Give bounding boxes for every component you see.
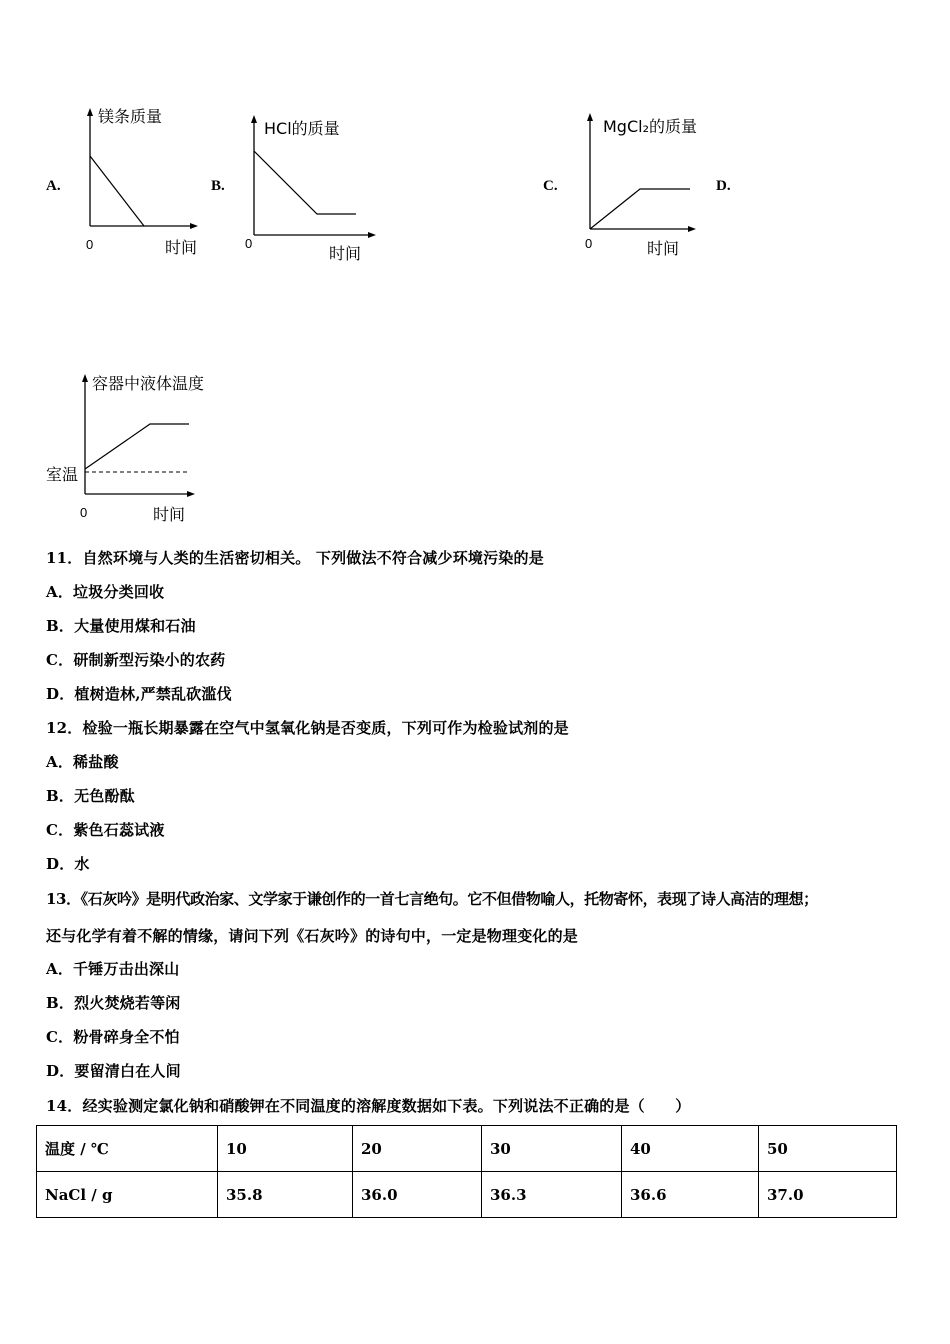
graph-b-plot <box>244 115 384 240</box>
table-cell: 37.0 <box>759 1172 897 1218</box>
graph-a-x-axis-label: 时间 <box>165 238 198 257</box>
table-cell: NaCl / g <box>37 1172 218 1218</box>
graph-a-option-label: A. <box>46 178 61 194</box>
table-cell: 36.6 <box>622 1172 759 1218</box>
question-11-option-d: D．植树造林,严禁乱砍滥伐 <box>46 685 232 703</box>
graph-c-origin: 0 <box>585 236 593 251</box>
table-row <box>37 1172 897 1218</box>
table-cell: 50 <box>759 1126 897 1172</box>
graph-c-x-axis-label: 时间 <box>647 239 680 258</box>
graph-d-room-temp-label: 室温 <box>46 465 79 484</box>
table-cell: 30 <box>482 1126 622 1172</box>
graph-a-x-arrow <box>190 223 198 229</box>
question-11-option-c: C．研制新型污染小的农药 <box>46 651 226 669</box>
graph-c-y-arrow <box>587 113 593 121</box>
question-13-option-c: C．粉骨碎身全不怕 <box>46 1028 180 1046</box>
graph-a-y-axis-label: 镁条质量 <box>98 107 163 126</box>
graph-d-origin: 0 <box>80 505 88 520</box>
graph-c-y-axis-label: MgCl₂的质量 <box>603 117 697 136</box>
table-cell: 10 <box>218 1126 353 1172</box>
graph-d-x-axis-label: 时间 <box>153 505 186 524</box>
question-11-stem: 11．自然环境与人类的生活密切相关。 下列做法不符合减少环境污染的是 <box>46 549 544 567</box>
question-13-option-a: A．千锤万击出深山 <box>46 960 180 978</box>
question-11-option-a: A．垃圾分类回收 <box>46 583 165 601</box>
question-12-option-b: B．无色酚酞 <box>46 787 135 805</box>
graph-a-origin: 0 <box>86 237 94 252</box>
graph-b-origin: 0 <box>245 236 253 251</box>
question-13-option-d: D．要留清白在人间 <box>46 1062 181 1080</box>
table-cell: 温度 / ℃ <box>37 1126 218 1172</box>
question-11-option-b: B．大量使用煤和石油 <box>46 617 196 635</box>
graph-c-plot <box>580 113 705 233</box>
solubility-table <box>36 1125 897 1218</box>
graph-d-x-arrow <box>187 491 195 497</box>
question-13-stem-line-1: 13．《石灰吟》是明代政治家、文学家于谦创作的一首七言绝句。它不但借物喻人，托物寄怀，表现了诗人高洁的理想； <box>46 890 818 908</box>
graph-b-option-label: B. <box>211 178 225 194</box>
graph-c-curve <box>590 189 690 229</box>
graph-a-curve <box>90 156 144 226</box>
question-12-option-a: A．稀盐酸 <box>46 753 119 771</box>
question-12-option-c: C．紫色石蕊试液 <box>46 821 165 839</box>
graph-b-y-axis-label: HCl的质量 <box>264 119 340 138</box>
graph-d-plot <box>75 374 205 499</box>
graph-a-plot <box>80 108 200 238</box>
question-14-stem: 14．经实验测定氯化钠和硝酸钾在不同温度的溶解度数据如下表。下列说法不正确的是（ ） <box>46 1097 691 1115</box>
graph-d-option-label: D. <box>716 178 731 194</box>
table-cell: 36.0 <box>353 1172 482 1218</box>
graph-b-x-arrow <box>368 232 376 238</box>
graph-d-y-arrow <box>82 374 88 382</box>
table-cell: 40 <box>622 1126 759 1172</box>
graph-c-x-arrow <box>688 226 696 232</box>
table-header-row <box>37 1126 897 1172</box>
question-13-stem-line-2: 还与化学有着不解的情缘，请问下列《石灰吟》的诗句中，一定是物理变化的是 <box>46 927 579 945</box>
graph-b-x-axis-label: 时间 <box>329 244 362 263</box>
question-12-stem: 12．检验一瓶长期暴露在空气中氢氧化钠是否变质，下列可作为检验试剂的是 <box>46 719 569 737</box>
table-cell: 20 <box>353 1126 482 1172</box>
graph-b-curve <box>254 151 356 214</box>
table-cell: 36.3 <box>482 1172 622 1218</box>
question-13-option-b: B．烈火焚烧若等闲 <box>46 994 181 1012</box>
graph-c-option-label: C. <box>543 178 558 194</box>
table-cell: 35.8 <box>218 1172 353 1218</box>
question-12-option-d: D．水 <box>46 855 90 873</box>
graph-d-curve <box>85 424 189 469</box>
graph-d-y-axis-label: 容器中液体温度 <box>92 374 205 393</box>
graph-b-y-arrow <box>251 115 257 123</box>
graph-a-y-arrow <box>87 108 93 116</box>
